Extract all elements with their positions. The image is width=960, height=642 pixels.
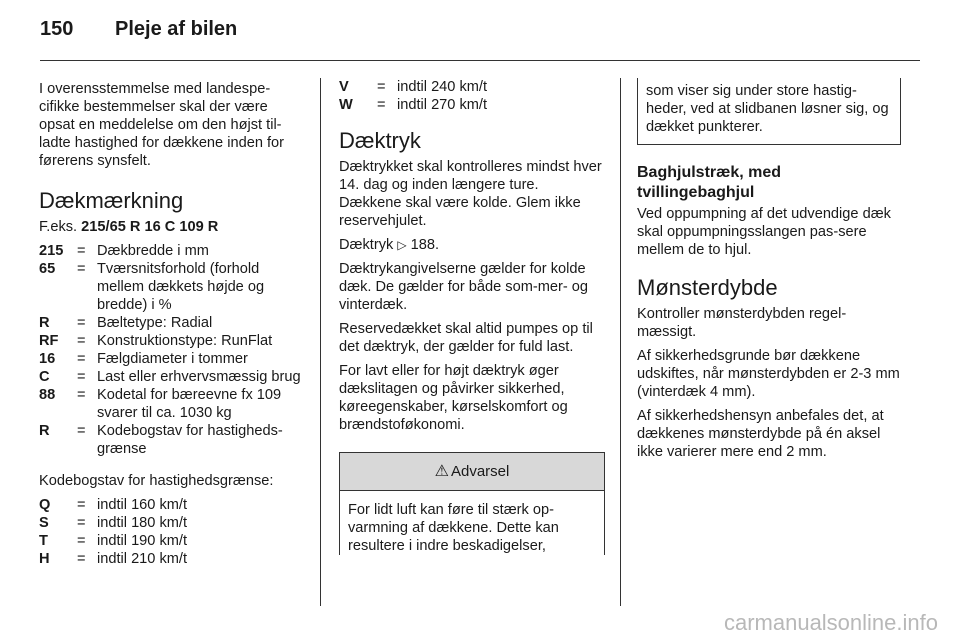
definition-row: R = Kodebogstav for hastigheds-grænse <box>39 422 304 458</box>
warning-continuation-box <box>637 78 901 145</box>
speed-value: indtil 210 km/t <box>97 551 188 567</box>
column-divider-2 <box>620 78 621 606</box>
tire-code-definitions <box>39 242 304 458</box>
page-reference: 188. <box>410 237 440 253</box>
column-divider-1 <box>320 78 321 606</box>
definition-key: R <box>39 315 50 331</box>
pressure-paragraph-2 <box>339 236 605 254</box>
speed-row: Q = indtil 160 km/t <box>39 496 304 514</box>
definition-value: Bæltetype: Radial <box>97 315 213 331</box>
column-1 <box>39 80 304 582</box>
column-2 <box>339 80 605 561</box>
speed-value: indtil 240 km/t <box>397 79 488 95</box>
speed-key: H <box>39 551 50 567</box>
warning-box <box>339 452 605 555</box>
pressure-paragraph-4: Reservedækket skal altid pumpes op til det dæktryk, der gælder for fuld last. <box>339 321 593 355</box>
definition-key: 16 <box>39 351 56 367</box>
speed-row: H = indtil 210 km/t <box>39 550 304 568</box>
example-code: 215/65 R 16 C 109 R <box>81 219 219 235</box>
speed-row: T = indtil 190 km/t <box>39 532 304 550</box>
definition-key: 65 <box>39 261 56 277</box>
speed-key: S <box>39 515 49 531</box>
example-line <box>39 218 304 236</box>
definition-value: Dækbredde i mm <box>97 243 209 259</box>
speed-row: S = indtil 180 km/t <box>39 514 304 532</box>
tread-paragraph-2: Af sikkerhedsgrunde bør dækkene udskiftes, når mønsterdybden er 2-3 mm (vinterdæk 4 mm). <box>637 348 900 400</box>
pressure-paragraph-5: For lavt eller for højt dæktryk øger dækslitagen og påvirker sikkerhed, køreegenskaber, kørselskomfort og brændstoføkonomi. <box>339 363 568 433</box>
pressure-ref-prefix: Dæktryk <box>339 237 398 253</box>
definition-value: Fælgdiameter i tommer <box>97 351 248 367</box>
warning-text: For lidt luft kan føre til stærk op-varmning af dækkene. Dette kan resultere i indre beskadigelser, <box>348 502 559 554</box>
definition-row: 16 = Fælgdiameter i tommer <box>39 350 304 368</box>
speed-value: indtil 190 km/t <box>97 533 188 549</box>
speed-key: T <box>39 533 48 549</box>
speed-row: W = indtil 270 km/t <box>339 96 605 114</box>
header-rule <box>40 60 920 61</box>
definition-value: Kodebogstav for hastigheds-grænse <box>97 423 283 457</box>
pressure-paragraph-3: Dæktrykangivelserne gælder for kolde dæk. De gælder for både som-mer- og vinterdæk. <box>339 261 589 313</box>
definition-key: 88 <box>39 387 56 403</box>
definition-value: Tværsnitsforhold (forhold mellem dækkets højde og bredde) i % <box>97 261 265 313</box>
example-prefix: F.eks. <box>39 219 82 235</box>
rear-wheel-paragraph: Ved oppumpning af det udvendige dæk skal oppumpningsslangen pas-sere mellem de to hjul. <box>637 206 891 258</box>
speed-code-list <box>39 496 304 568</box>
section-heading-tire-pressure: Dæktryk <box>339 128 421 153</box>
page-title: Pleje af bilen <box>115 18 238 40</box>
warning-body <box>340 491 604 555</box>
speed-row: V = indtil 240 km/t <box>339 78 605 96</box>
definition-key: R <box>39 423 50 439</box>
column-3 <box>637 80 901 467</box>
definition-row: 65 = Tværsnitsforhold (forhold mellem dækkets højde og bredde) i % <box>39 260 304 314</box>
warning-triangle-icon: ⚠ <box>434 462 449 480</box>
intro-paragraph: I overensstemmelse med landespe-cifikke bestemmelser skal der være opsat en meddelelse om den højst til-ladte hastighed for dækkene inden for førerens synsfelt. <box>39 81 285 169</box>
definition-value: Kodetal for bæreevne fx 109 svarer til ca. 1030 kg <box>97 387 282 421</box>
speed-code-list-cont <box>339 78 605 114</box>
speed-key: Q <box>39 497 51 513</box>
speed-value: indtil 160 km/t <box>97 497 188 513</box>
pressure-paragraph-1: Dæktrykket skal kontrolleres mindst hver 14. dag og inden længere ture. Dækkene skal være kolde. Glem ikke reservehjulet. <box>339 159 602 229</box>
definition-value: Last eller erhvervsmæssig brug <box>97 369 301 385</box>
warning-header <box>340 453 604 491</box>
page-reference-arrow-icon: ▷ <box>397 238 407 252</box>
definition-key: RF <box>39 333 59 349</box>
warning-continuation-text: som viser sig under store hastig-heder, ved at slidbanen løsner sig, og dækket punkterer. <box>646 83 889 135</box>
tread-paragraph-3: Af sikkerhedshensyn anbefales det, at dækkenes mønsterdybde på én aksel ikke varierer mere end 2 mm. <box>637 408 884 460</box>
section-heading-rear-wheel: Baghjulstræk, med tvillingebaghjul <box>637 164 782 201</box>
definition-row: 88 = Kodetal for bæreevne fx 109 svarer til ca. 1030 kg <box>39 386 304 422</box>
definition-row: RF = Konstruktionstype: RunFlat <box>39 332 304 350</box>
section-heading-tire-marking: Dækmærkning <box>39 188 184 213</box>
definition-row: C = Last eller erhvervsmæssig brug <box>39 368 304 386</box>
definition-key: C <box>39 369 50 385</box>
definition-row: R = Bæltetype: Radial <box>39 314 304 332</box>
page-header <box>40 18 237 48</box>
tread-paragraph-1: Kontroller mønsterdybden regel-mæssigt. <box>637 306 847 340</box>
page-number: 150 <box>40 18 74 40</box>
speed-key: W <box>339 97 353 113</box>
speed-value: indtil 270 km/t <box>397 97 488 113</box>
speed-code-intro: Kodebogstav for hastighedsgrænse: <box>39 473 274 489</box>
definition-value: Konstruktionstype: RunFlat <box>97 333 273 349</box>
definition-key: 215 <box>39 243 64 259</box>
speed-key: V <box>339 79 349 95</box>
definition-row: 215 = Dækbredde i mm <box>39 242 304 260</box>
speed-value: indtil 180 km/t <box>97 515 188 531</box>
watermark: carmanualsonline.info <box>723 610 938 635</box>
section-heading-tread-depth: Mønsterdybde <box>637 275 778 300</box>
warning-title: Advarsel <box>450 462 510 480</box>
